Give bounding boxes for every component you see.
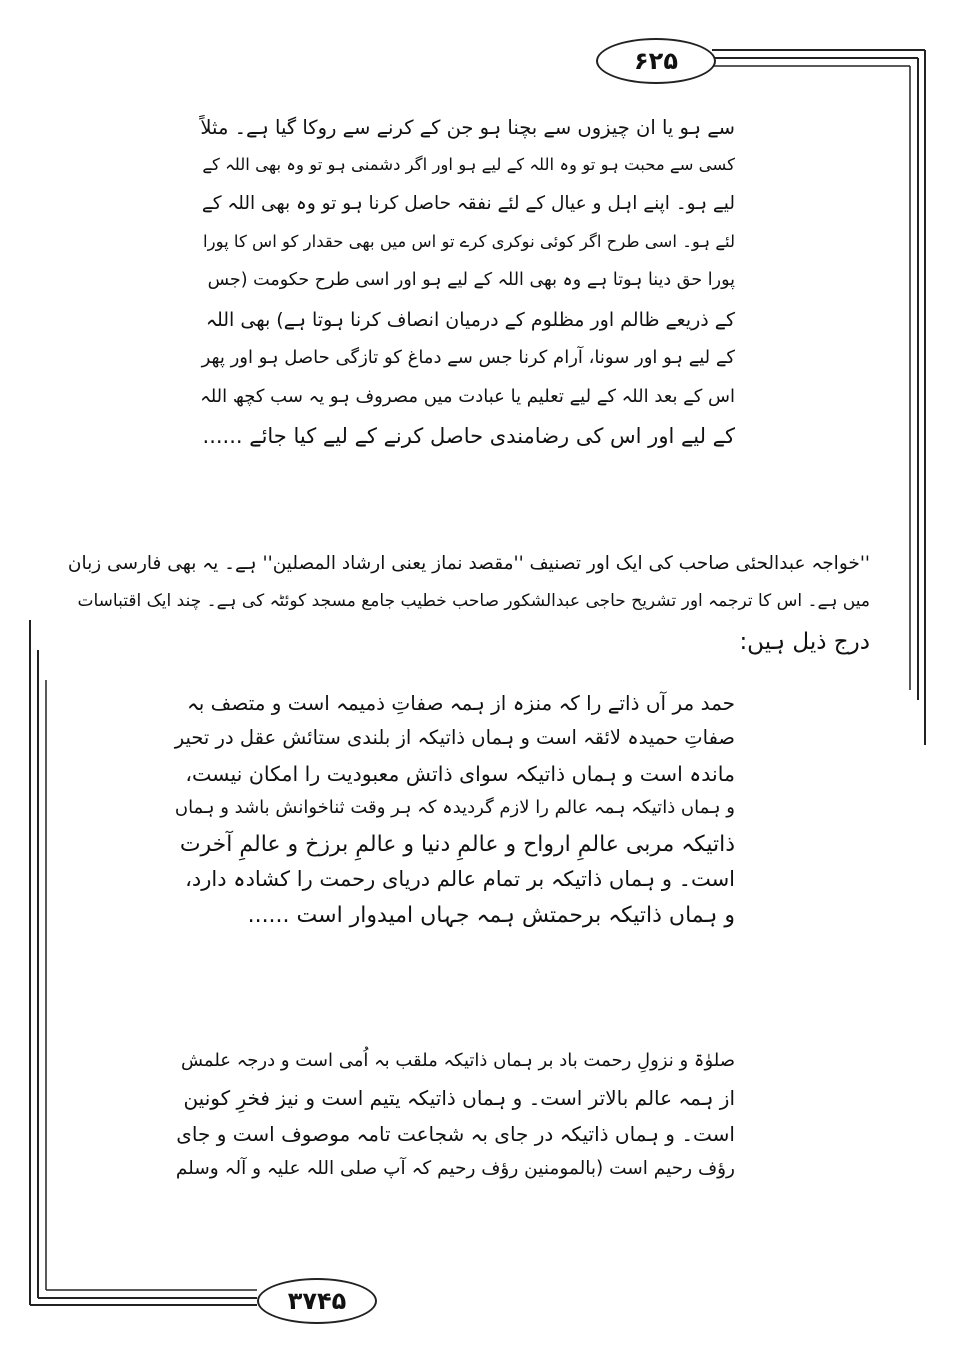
text-line: کے لیے ہو اور سونا، آرام کرنا جس سے دماغ کو تازگی حاصل ہو اور پھر [201, 347, 735, 368]
persian-quotation [175, 693, 735, 940]
urdu-passage [195, 118, 735, 465]
salutation-quotation [175, 1052, 735, 1196]
text-line: درج ذیل ہیں: [739, 629, 870, 655]
text-line: از ہمہ عالم بالاتر است۔ و ہماں ذاتیکہ یتیم است و نیز فخرِ کونین [183, 1086, 735, 1110]
text-line: لئے ہو۔ اسی طرح اگر کوئی نوکری کرے تو اس میں بھی حقدار کو اس کا پورا [203, 231, 735, 251]
text-line: و ہماں ذاتیکہ برحمتش ہمہ جہاں امیدوار است ...... [247, 902, 735, 928]
text-line: است۔ و ہماں ذاتیکہ بر تمام عالم دریای رحمت را کشادہ دارد، [185, 867, 735, 892]
text-line: صفاتِ حمیدہ لائقہ است و ہماں ذاتیکہ از بلندی ستائش عقل در تحیر [174, 726, 735, 750]
text-line: کے ذریعے ظالم اور مظلوم کے درمیان انصاف کرنا ہوتا ہے) بھی اللہ [205, 308, 735, 331]
text-line: سے ہو یا ان چیزوں سے بچنا ہو جن کے کرنے سے روکا گیا ہے۔ مثلاً [200, 116, 735, 139]
intro-passage [60, 555, 870, 669]
text-line: رؤف رحیم است (بالمومنین رؤف رحیم کہ آپ صلی اللہ علیہ و آلہ وسلم [175, 1158, 735, 1179]
text-line: میں ہے۔ اس کا ترجمہ اور تشریح حاجی عبدالشکور صاحب خطیب جامع مسجد کوئٹہ کی ہے۔ چند ایک اقتباسات [77, 591, 870, 611]
text-line: صلوٰۃ و نزولِ رحمت باد بر ہماں ذاتیکہ ملقب بہ اُمی است و درجہ علمش [180, 1050, 735, 1071]
text-line: کسی سے محبت ہو تو وہ اللہ کے لیے ہو اور اگر دشمنی ہو تو وہ بھی اللہ کے [202, 154, 735, 174]
bottom-page-number: ۳۷۴۵ [257, 1278, 377, 1324]
text-line: لیے ہو۔ اپنے اہل و عیال کے لئے نفقہ حاصل کرنا ہو تو وہ بھی اللہ کے [201, 193, 735, 214]
text-line: و ہماں ذاتیکہ ہمہ عالم را لازم گردیدہ کہ ہر وقت ثناخوانش باشد و ہماں [174, 796, 735, 818]
text-line: اس کے بعد اللہ کے لیے تعلیم یا عبادت میں مصروف ہو یہ سب کچھ اللہ [200, 385, 735, 407]
text-line: است۔ و ہماں ذاتیکہ در جای بہ شجاعت تامہ موصوف است و جای [176, 1122, 735, 1146]
text-line: حمد مر آں ذاتے را کہ منزہ از ہمہ صفاتِ ذمیمہ است و متصف بہ [187, 691, 735, 715]
text-line: ''خواجہ عبدالحئی صاحب کی ایک اور تصنیف ''مقصد نماز یعنی ارشاد المصلین'' ہے۔ یہ بھی فارسی زبان [67, 553, 870, 574]
text-line: پورا حق دینا ہوتا ہے وہ بھی اللہ کے لیے ہو اور اسی طرح حکومت (جس [207, 270, 735, 290]
text-line: ماندہ است و ہماں ذاتیکہ سوای ذاتش معبودیت را امکان نیست، [185, 761, 735, 786]
text-line: کے لیے اور اس کی رضامندی حاصل کرنے کے لیے کیا جائے ...... [202, 424, 735, 448]
text-line: ذاتیکہ مربی عالمِ ارواح و عالمِ دنیا و عالمِ برزخ و عالمِ آخرت [179, 832, 735, 858]
top-page-number: ۶۲۵ [596, 38, 716, 84]
